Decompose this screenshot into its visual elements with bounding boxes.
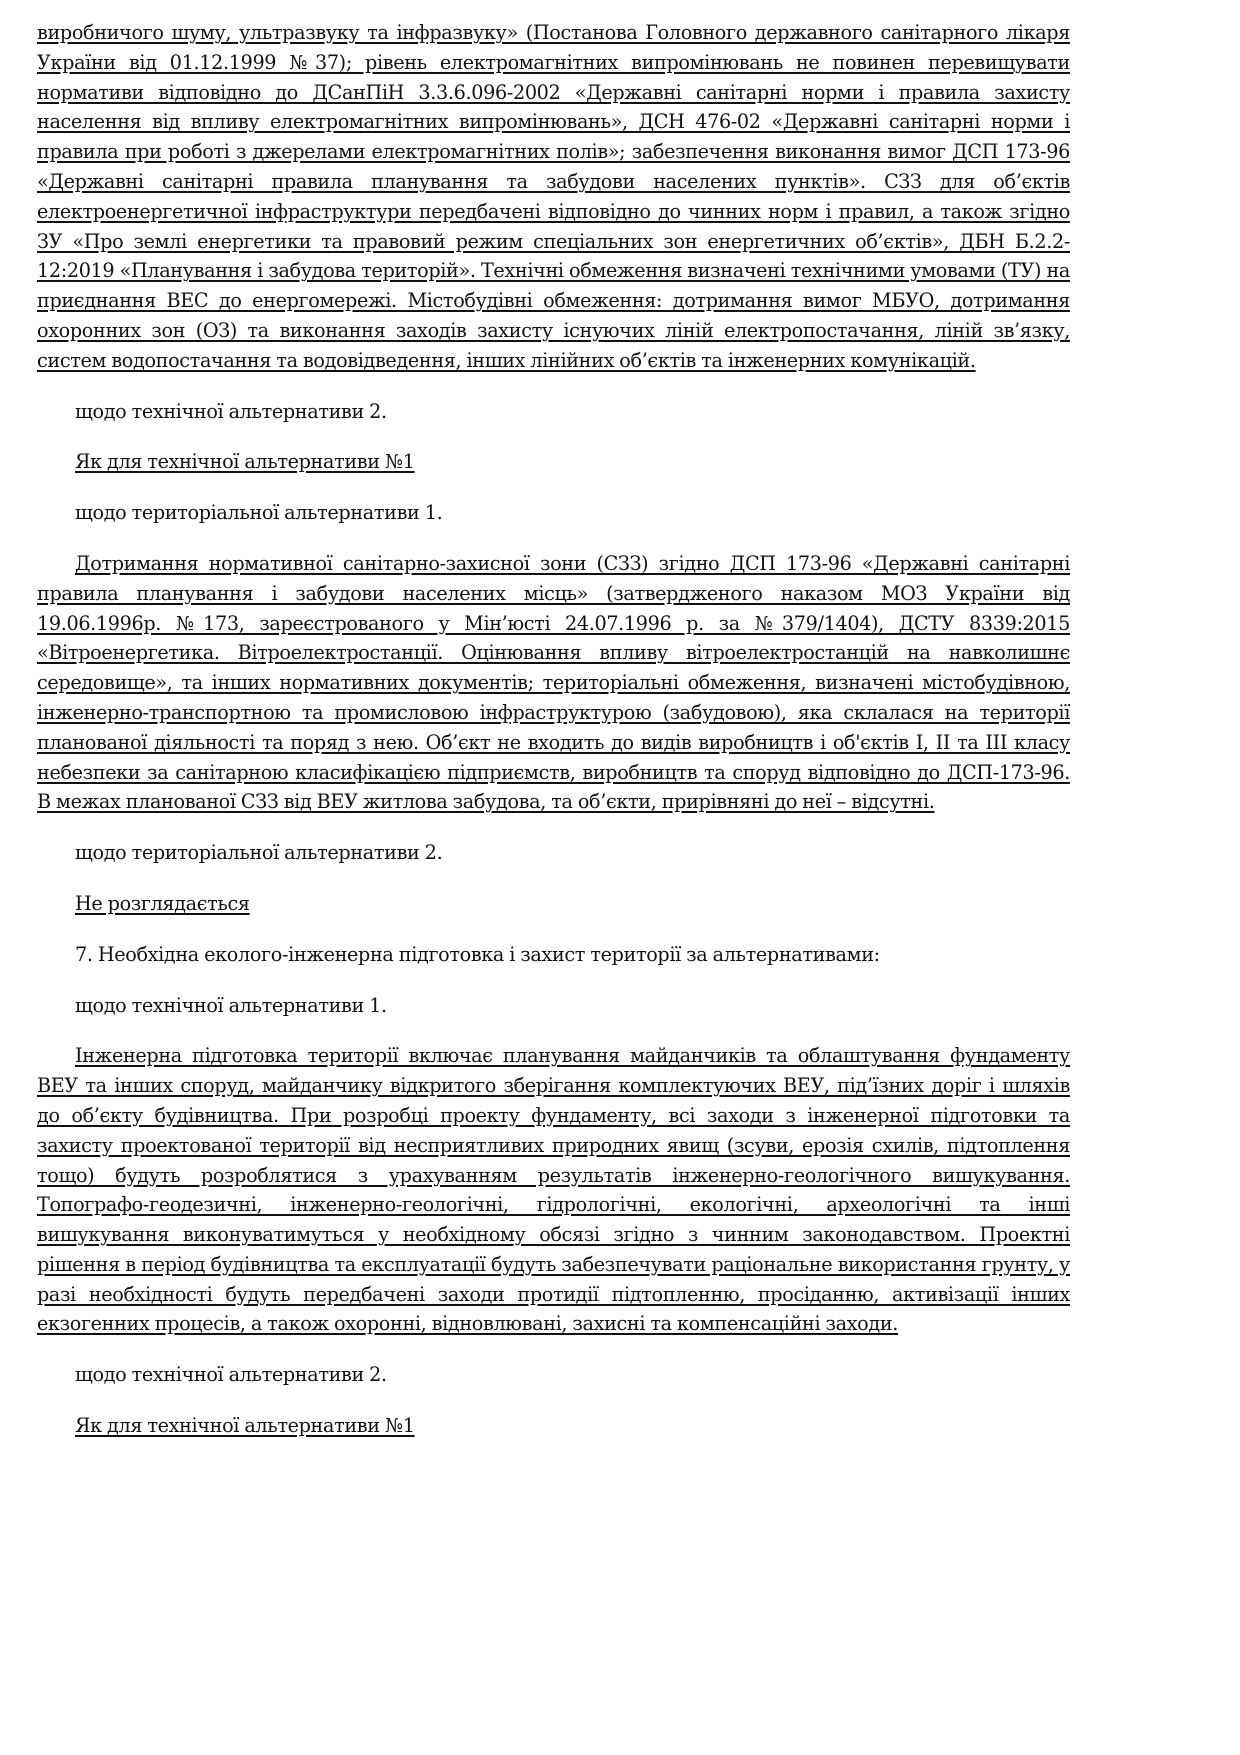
answer-technical-alternative-2-repeat [37,1411,1070,1441]
paragraph-text: щодо територіальної альтернативи 2. [75,841,443,865]
answer-technical-alternative-2 [37,447,1070,477]
heading-territorial-alternative-2 [37,838,1070,868]
answer-territorial-alternative-1 [37,549,1070,817]
paragraph-text: Як для технічної альтернативи №1 [75,450,415,474]
paragraph-norms-continuation [37,18,1070,376]
document-page [37,18,1070,1462]
paragraph-text: щодо технічної альтернативи 1. [75,993,387,1017]
paragraph-text: щодо територіальної альтернативи 1. [75,501,443,525]
answer-technical-alternative-1 [37,1041,1070,1339]
paragraph-text: Не розглядається [75,891,250,915]
paragraph-text: щодо технічної альтернативи 2. [75,399,387,423]
section-7-heading [37,940,1070,970]
answer-territorial-alternative-2 [37,889,1070,919]
heading-territorial-alternative-1 [37,498,1070,528]
paragraph-text: щодо технічної альтернативи 2. [75,1363,387,1387]
paragraph-text: виробничого шуму, ультразвуку та інфразвуку» (Постанова Головного державного санітарного лікаря України від 01.12.1999 №37); рівень електромагнітних випромінювань не повинен перевищувати нормативи відповідно до ДСанПіН 3.3.6.096-2002 «Державні санітарні норми і правила захисту населення від впливу електромагнітних випромінювань», ДСН 476-02 «Державні санітарні норми і правила при роботі з джерелами електромагнітних полів»; забезпечення виконання вимог ДСП 173-96 «Державні санітарні правила планування та забудови населених пунктів». СЗЗ для об’єктів електроенергетичної інфраструктури передбачені відповідно до чинних норм і правил, а також згідно ЗУ «Про землі енергетики та правовий режим спеціальних зон енергетичних об’єктів», ДБН Б.2.2-12:2019 «Планування і забудова територій». Технічні обмеження визначені технічними умовами (ТУ) на приєднання ВЕС до енергомережі. Містобудівні обмеження: дотримання вимог МБУО, дотримання охоронних зон (ОЗ) та виконання заходів захисту існуючих ліній електропостачання, ліній зв’язку, систем водопостачання та водовідведення, інших лінійних об’єктів та інженерних комунікацій. [37,21,1070,372]
heading-technical-alternative-1 [37,991,1070,1021]
paragraph-text: 7. Необхідна еколого-інженерна підготовка і захист території за альтернативами: [75,942,880,966]
paragraph-text: Інженерна підготовка території включає планування майданчиків та облаштування фундаменту ВЕУ та інших споруд, майданчику відкритого зберігання комплектуючих ВЕУ, під’їзних доріг і шляхів до об’єкту будівництва. При розробці проекту фундаменту, всі заходи з інженерної підготовки та захисту проектованої території від несприятливих природних явищ (зсуви, ерозія схилів, підтоплення тощо) будуть розроблятися з урахуванням результатів інженерно-геологічного вишукування. Топографо-геодезичні, інженерно-геологічні, гідрологічні, екологічні, археологічні та інші вишукування виконуватимуться у необхідному обсязі згідно з чинним законодавством. Проектні рішення в період будівництва та експлуатації будуть забезпечувати раціональне використання грунту, у разі необхідності будуть передбачені заходи протидії підтопленню, просіданню, активізації інших екзогенних процесів, а також охоронні, відновлювані, захисні та компенсаційні заходи. [37,1044,1070,1336]
paragraph-text: Як для технічної альтернативи №1 [75,1414,415,1438]
paragraph-text: Дотримання нормативної санітарно-захисної зони (СЗЗ) згідно ДСП 173-96 «Державні санітарні правила планування і забудови населених місць» (затвердженого наказом МОЗ України від 19.06.1996р. №173, зареєстрованого у Мін’юсті 24.07.1996 р. за №379/1404), ДСТУ 8339:2015 «Вітроенергетика. Вітроелектростанції. Оцінювання впливу вітроелектростанцій на навколишнє середовище», та інших нормативних документів; територіальні обмеження, визначені містобудівною, інженерно-транспортною та промисловою інфраструктурою (забудовою), яка склалася на території планованої діяльності та поряд з нею. Об’єкт не входить до видів виробництв і об'єктів I, II та III класу небезпеки за санітарною класифікацією підприємств, виробництв та споруд відповідно до ДСП-173-96. В межах планованої СЗЗ від ВЕУ житлова забудова, та об’єкти, прирівняні до неї – відсутні. [37,551,1070,814]
heading-technical-alternative-2-repeat [37,1360,1070,1390]
heading-technical-alternative-2 [37,397,1070,427]
